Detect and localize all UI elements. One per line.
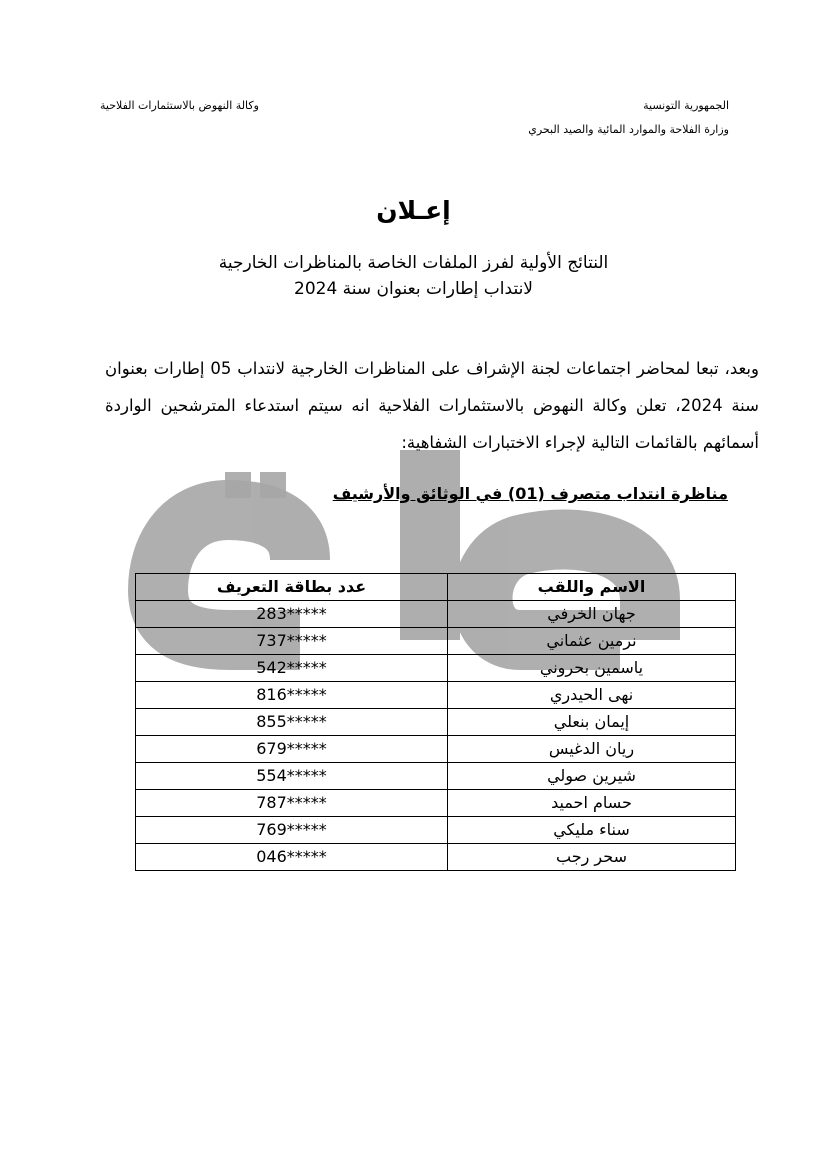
- table-row: [136, 601, 736, 628]
- candidate-id: 769*****: [136, 817, 448, 844]
- candidate-id: 046*****: [136, 844, 448, 871]
- candidate-id: 787*****: [136, 790, 448, 817]
- table-row: [136, 655, 736, 682]
- candidate-name: نرمين عثماني: [448, 628, 736, 655]
- candidate-name: سناء مليكي: [448, 817, 736, 844]
- table-row: [136, 817, 736, 844]
- candidate-name: ريان الدغيس: [448, 736, 736, 763]
- candidate-name: جهان الخرفي: [448, 601, 736, 628]
- header-agency-block: [100, 94, 259, 118]
- table-row: [136, 736, 736, 763]
- candidate-name: حسام احميد: [448, 790, 736, 817]
- table-row: [136, 790, 736, 817]
- candidate-id: 554*****: [136, 763, 448, 790]
- column-header-id: عدد بطاقة التعريف: [136, 574, 448, 601]
- candidate-id: 283*****: [136, 601, 448, 628]
- table-row: [136, 709, 736, 736]
- candidate-name: سحر رجب: [448, 844, 736, 871]
- header-ministry-block: [528, 94, 729, 142]
- candidate-name: شيرين صولي: [448, 763, 736, 790]
- candidate-id: 679*****: [136, 736, 448, 763]
- table-header-row: [136, 574, 736, 601]
- header-republic: الجمهورية التونسية: [643, 99, 729, 112]
- candidate-id: 737*****: [136, 628, 448, 655]
- candidate-id: 855*****: [136, 709, 448, 736]
- table-row: [136, 682, 736, 709]
- results-table: [135, 573, 736, 871]
- column-header-name: الاسم واللقب: [448, 574, 736, 601]
- subtitle-line-1: النتائج الأولية لفرز الملفات الخاصة بالمناظرات الخارجية: [218, 253, 609, 273]
- candidate-id: 542*****: [136, 655, 448, 682]
- candidate-name: إيمان بنعلي: [448, 709, 736, 736]
- header-ministry: وزارة الفلاحة والموارد المائية والصيد البحري: [528, 123, 729, 136]
- subtitle-line-2: لانتداب إطارات بعنوان سنة 2024: [294, 279, 533, 299]
- announcement-body: وبعد، تبعا لمحاضر اجتماعات لجنة الإشراف على المناظرات الخارجية لانتداب 05 إطارات بعنوان سنة 2024، تعلن وكالة النهوض بالاستثمارات الفلاحية انه سيتم استدعاء المترشحين الواردة أسمائهم بالقائمات التالية لإجراء الاختبارات الشفاهية:: [105, 359, 759, 452]
- page-title: إعـلان: [376, 196, 451, 225]
- candidate-name: ياسمين بحروني: [448, 655, 736, 682]
- table-row: [136, 628, 736, 655]
- header-agency: وكالة النهوض بالاستثمارات الفلاحية: [100, 99, 259, 112]
- candidate-id: 816*****: [136, 682, 448, 709]
- table-row: [136, 763, 736, 790]
- section-title: مناظرة انتداب متصرف (01) في الوثائق والأرشيف: [332, 484, 728, 503]
- table-row: [136, 844, 736, 871]
- candidate-name: نهى الحيدري: [448, 682, 736, 709]
